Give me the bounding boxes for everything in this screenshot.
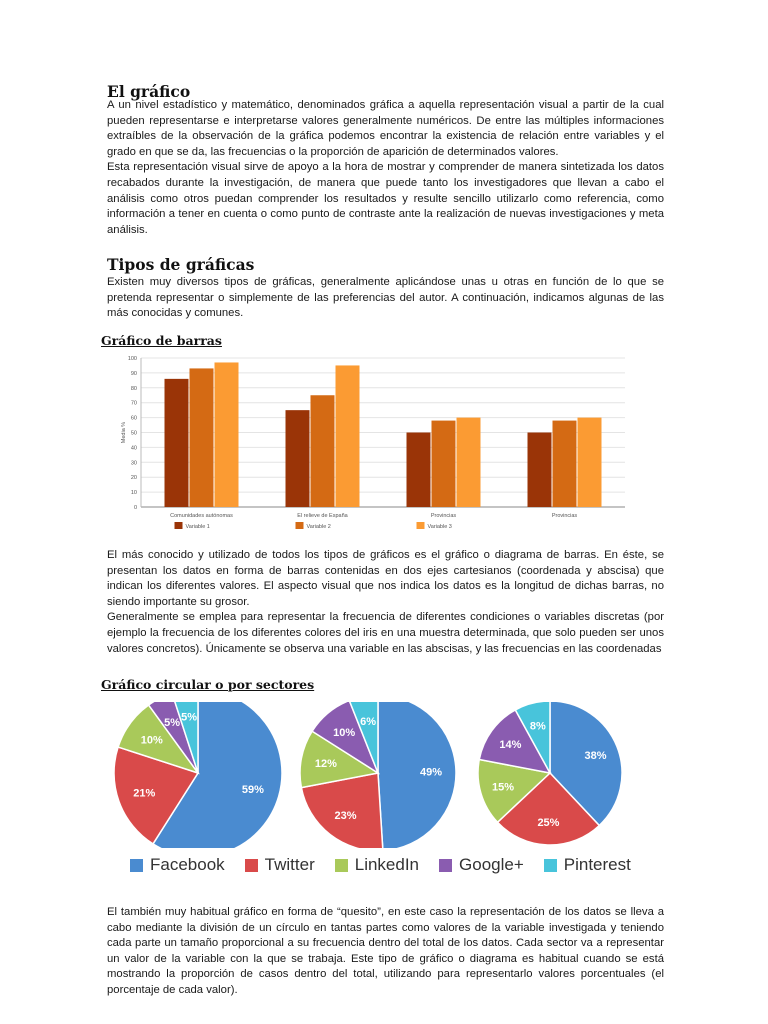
- y-tick-label: 80: [130, 385, 137, 392]
- pie-slice-label: 15%: [491, 781, 514, 794]
- tipos-text-block: [107, 275, 664, 322]
- bar: [578, 418, 602, 507]
- y-tick-label: 60: [130, 415, 137, 422]
- section-title-tipos: Tipos de gráficas: [107, 255, 255, 274]
- pie-slice-label: 14%: [499, 739, 522, 752]
- legend-label: Pinterest: [563, 855, 631, 874]
- intro-text-block: [107, 98, 664, 238]
- x-tick-label: Comunidades autónomas: [170, 513, 233, 519]
- bar: [311, 395, 335, 507]
- legend-item-facebook: [130, 855, 225, 875]
- pie-chart-heading: Gráfico circular o por sectores: [101, 677, 315, 692]
- y-tick-label: 70: [130, 400, 137, 407]
- pie-slice-label: 5%: [181, 711, 198, 724]
- pie-paragraph: El también muy habitual gráfico en forma de “quesito”, en este caso la representación de los datos se lleva a cabo mediante la división de un círculo en tantas partes como valores de la variable investigada y teniendo cada parte un tamaño proporcional a su frecuencia dentro del total de los datos. Cada sector va a representar un valor de la variable con la que se trabaja. Este tipo de gráfico o diagrama es habitual cuando se está mostrando la proporción de casos dentro del total, utilizando para representarlo valores porcentuales (el porcentaje de cada valor).: [107, 906, 664, 996]
- intro-paragraph-2: Esta representación visual sirve de apoyo a la hora de mostrar y comprender de manera sintetizada los datos recabados durante la investigación, de manera que puede tanto los investigadores que llevan a cabo el análisis como otros puedan comprender los resultados y resulte sencillo utilizarlo como referencia, como información a tener en cuenta o como punto de contraste ante la realización de nuevas investigaciones y meta análisis.: [107, 161, 664, 236]
- y-tick-label: 10: [130, 490, 137, 497]
- y-tick-label: 40: [130, 445, 137, 452]
- legend-swatch: [130, 859, 143, 872]
- legend-item-googleplus: [439, 855, 524, 875]
- pie-slice-label: 6%: [360, 715, 377, 728]
- legend-label: Twitter: [264, 855, 315, 874]
- bar: [286, 410, 310, 507]
- legend-label: Variable 3: [427, 524, 452, 530]
- pie-legend: [130, 853, 650, 877]
- section-title-el-grafico: El gráfico: [107, 82, 191, 101]
- legend-label: Variable 1: [185, 524, 210, 530]
- legend-swatch: [175, 522, 183, 529]
- legend-swatch: [245, 859, 258, 872]
- bar: [528, 433, 552, 508]
- tipos-paragraph: Existen muy diversos tipos de gráficas, generalmente aplicándose unas u otras en función de lo que se pretenda representar o simplemente de las preferencias del autor. A continuación, indicamos algunas de las más conocidas y comunes.: [107, 276, 664, 320]
- pie-slice: [378, 702, 456, 848]
- intro-paragraph-1: A un nivel estadístico y matemático, denominados gráfica a aquella representación visual a partir de la cual pueden representarse e interpretarse valores generalmente numéricos. De entre las múltiples informaciones extraíbles de la observación de la gráfica podemos encontrar la existencia de relación entre variables y el grado en que se da, las frecuencias o la proporción de aparición de determinados valores.: [107, 99, 664, 158]
- x-tick-label: El relieve de España: [297, 513, 348, 519]
- bar: [165, 379, 189, 507]
- y-tick-label: 100: [127, 356, 137, 362]
- bar: [457, 418, 481, 507]
- legend-swatch: [417, 522, 425, 529]
- bar: [190, 368, 214, 507]
- legend-item-linkedin: [335, 855, 419, 875]
- pie-slice-label: 10%: [333, 727, 356, 740]
- pie-slice-label: 38%: [584, 749, 607, 762]
- pie-slice-label: 12%: [314, 758, 337, 771]
- x-tick-label: Provincias: [551, 513, 578, 519]
- legend-label: Facebook: [150, 855, 225, 874]
- bar: [407, 433, 431, 508]
- bar-chart: [113, 349, 633, 535]
- bar-text-block: [107, 548, 664, 657]
- legend-label: Variable 2: [306, 524, 331, 530]
- legend-swatch: [335, 859, 348, 872]
- pie-slice-label: 5%: [164, 717, 181, 730]
- bar: [336, 365, 360, 507]
- pie-slice-label: 25%: [537, 816, 560, 829]
- pie-slice-label: 59%: [241, 783, 264, 796]
- pie-slice-label: 10%: [140, 734, 163, 747]
- pie-slice-label: 8%: [529, 720, 546, 733]
- y-tick-label: 50: [130, 430, 137, 437]
- y-tick-label: 20: [130, 475, 137, 482]
- legend-swatch: [439, 859, 452, 872]
- bar-paragraph-2: Generalmente se emplea para representar la frecuencia de diferentes condiciones o variables discretas (por ejemplo la frecuencia de los diferentes colores del iris en una muestra determinada, que solo pueden ser unos valores concretos). Únicamente se observa una variable en las abscisas, y las frecuencias en las coordenadas: [107, 611, 664, 655]
- bar: [553, 421, 577, 507]
- legend-swatch: [544, 859, 557, 872]
- bar: [432, 421, 456, 507]
- y-tick-label: 90: [130, 370, 137, 377]
- pie-slice-label: 21%: [133, 787, 156, 800]
- bar-paragraph-1: El más conocido y utilizado de todos los tipos de gráficos es el gráfico o diagrama de barras. En éste, se presentan los datos en forma de barras contenidas en dos ejes cartesianos (coordenada y abscisa) que indican los diferentes valores. El aspecto visual que nos indica los datos es la longitud de dichas barras, no siendo importante su grosor.: [107, 549, 664, 608]
- pie-text-block: [107, 905, 664, 999]
- legend-label: LinkedIn: [354, 855, 420, 874]
- legend-swatch: [296, 522, 304, 529]
- bar-chart-heading: Gráfico de barras: [101, 333, 222, 348]
- legend-label: Google+: [459, 855, 524, 874]
- y-axis-label: Media %: [121, 421, 127, 444]
- y-tick-label: 30: [130, 460, 137, 467]
- x-tick-label: Provincias: [430, 513, 457, 519]
- legend-item-twitter: [245, 855, 315, 875]
- pie-charts: [110, 702, 650, 848]
- pie-slice-label: 49%: [419, 766, 443, 779]
- y-tick-label: 0: [133, 505, 137, 511]
- pie-slice-label: 23%: [334, 809, 357, 822]
- bar: [215, 362, 239, 507]
- legend-item-pinterest: [544, 855, 631, 875]
